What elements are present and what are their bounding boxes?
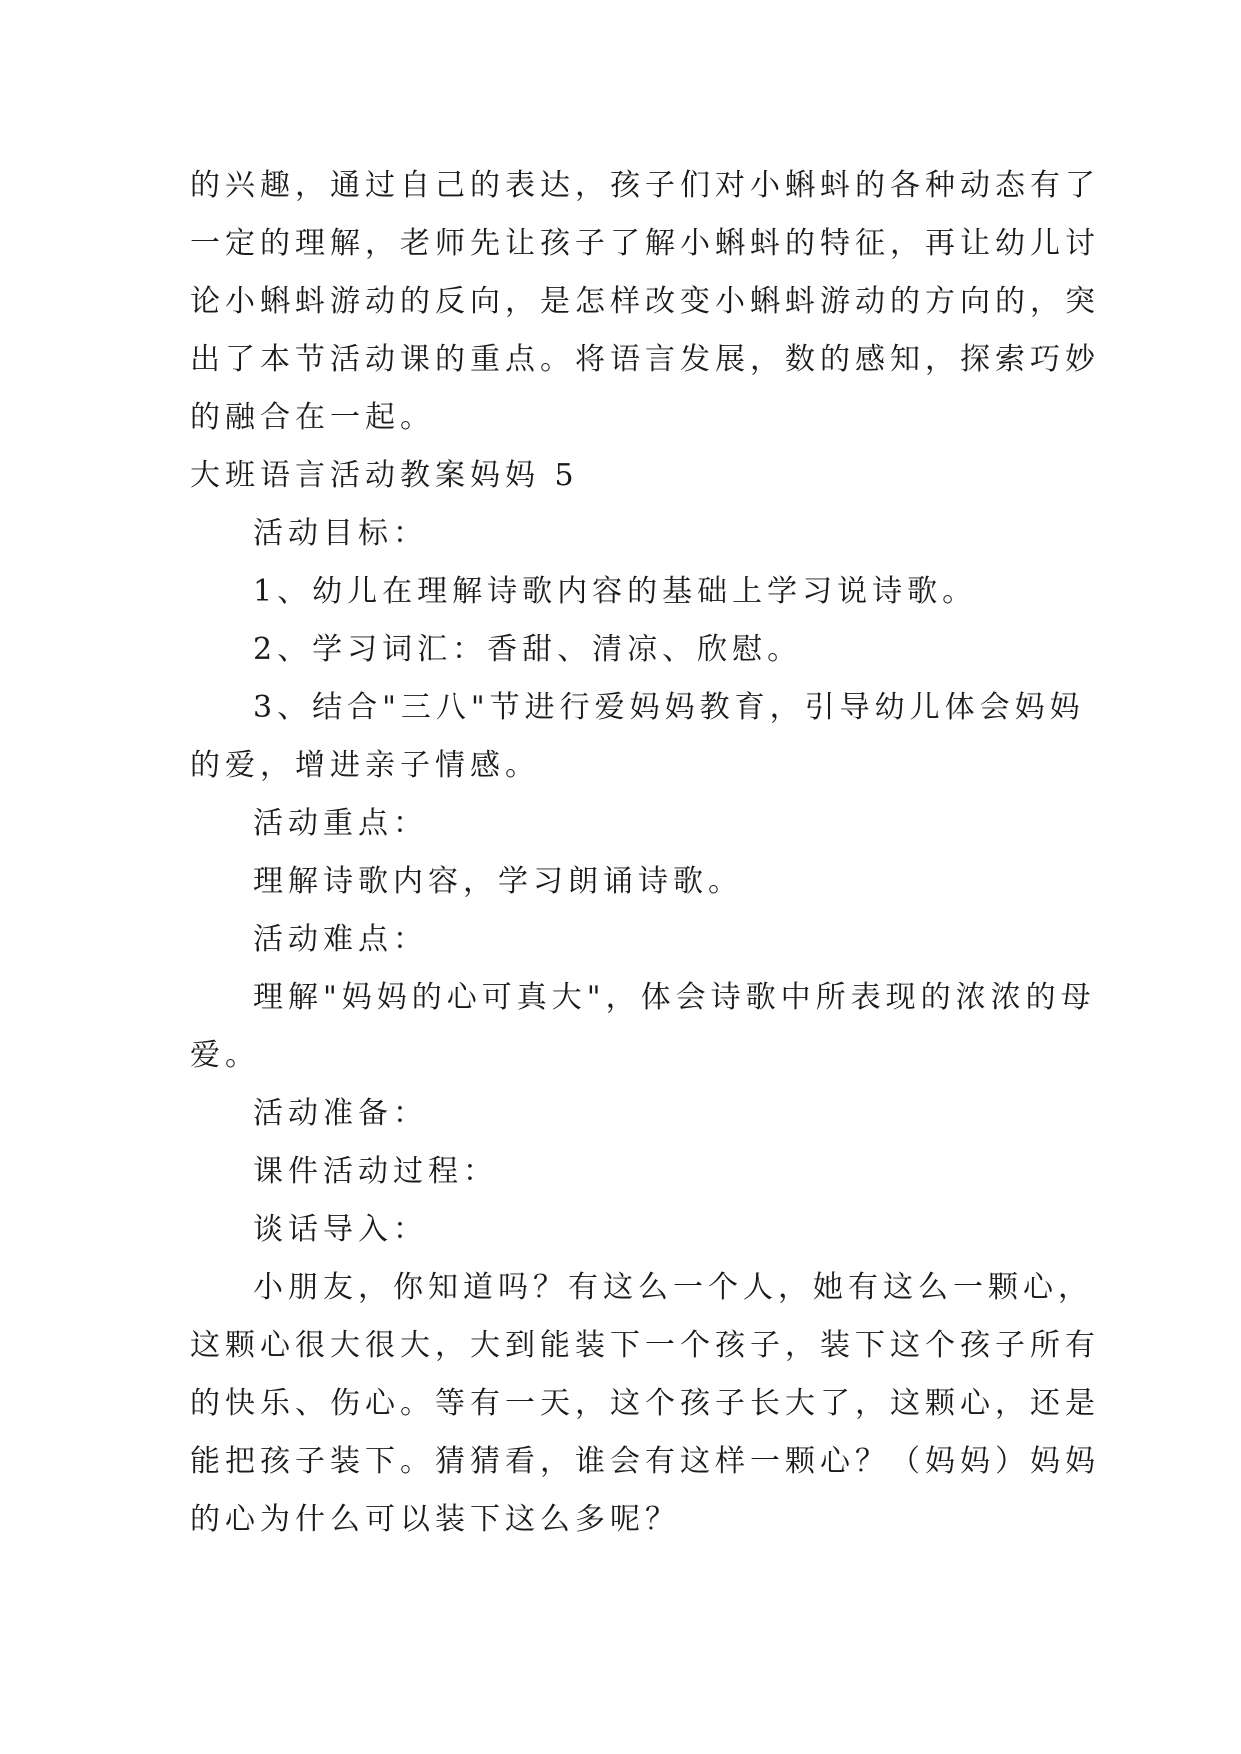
paragraph-line: 小朋友，你知道吗？有这么一个人，她有这么一颗心， — [253, 1270, 1093, 1305]
paragraph-line: 的快乐、伤心。等有一天，这个孩子长大了，这颗心，还是 — [190, 1386, 1100, 1421]
paragraph-line: 的爱，增进亲子情感。 — [190, 748, 540, 783]
subheading-preparation: 活动准备： — [253, 1096, 428, 1131]
section-heading: 大班语言活动教案妈妈 5 — [190, 458, 579, 493]
paragraph-line: 这颗心很大很大，大到能装下一个孩子，装下这个孩子所有 — [190, 1328, 1100, 1363]
paragraph-line: 一定的理解，老师先让孩子了解小蝌蚪的特征，再让幼儿讨 — [190, 226, 1100, 261]
paragraph-line: 理解"妈妈的心可真大"，体会诗歌中所表现的浓浓的母 — [253, 980, 1096, 1015]
paragraph-line: 的心为什么可以装下这么多呢？ — [190, 1502, 680, 1537]
paragraph-line: 论小蝌蚪游动的反向，是怎样改变小蝌蚪游动的方向的，突 — [190, 284, 1100, 319]
subheading-activity-goals: 活动目标： — [253, 516, 428, 551]
paragraph-line: 理解诗歌内容，学习朗诵诗歌。 — [253, 864, 743, 899]
paragraph-line: 爱。 — [190, 1038, 260, 1073]
list-item: 2、学习词汇：香甜、清凉、欣慰。 — [253, 632, 803, 667]
paragraph-line: 能把孩子装下。猜猜看，谁会有这样一颗心？（妈妈）妈妈 — [190, 1444, 1100, 1479]
paragraph-line: 出了本节活动课的重点。将语言发展，数的感知，探索巧妙 — [190, 342, 1100, 377]
paragraph-line: 的兴趣，通过自己的表达，孩子们对小蝌蚪的各种动态有了 — [190, 168, 1100, 203]
subheading-difficulties: 活动难点： — [253, 922, 428, 957]
subheading-key-points: 活动重点： — [253, 806, 428, 841]
list-item: 1、幼儿在理解诗歌内容的基础上学习说诗歌。 — [253, 574, 978, 609]
paragraph-line: 的融合在一起。 — [190, 400, 435, 435]
list-item: 3、结合"三八"节进行爱妈妈教育，引导幼儿体会妈妈 — [253, 690, 1085, 725]
subheading-process: 课件活动过程： — [253, 1154, 498, 1189]
subheading-intro: 谈话导入： — [253, 1212, 428, 1247]
